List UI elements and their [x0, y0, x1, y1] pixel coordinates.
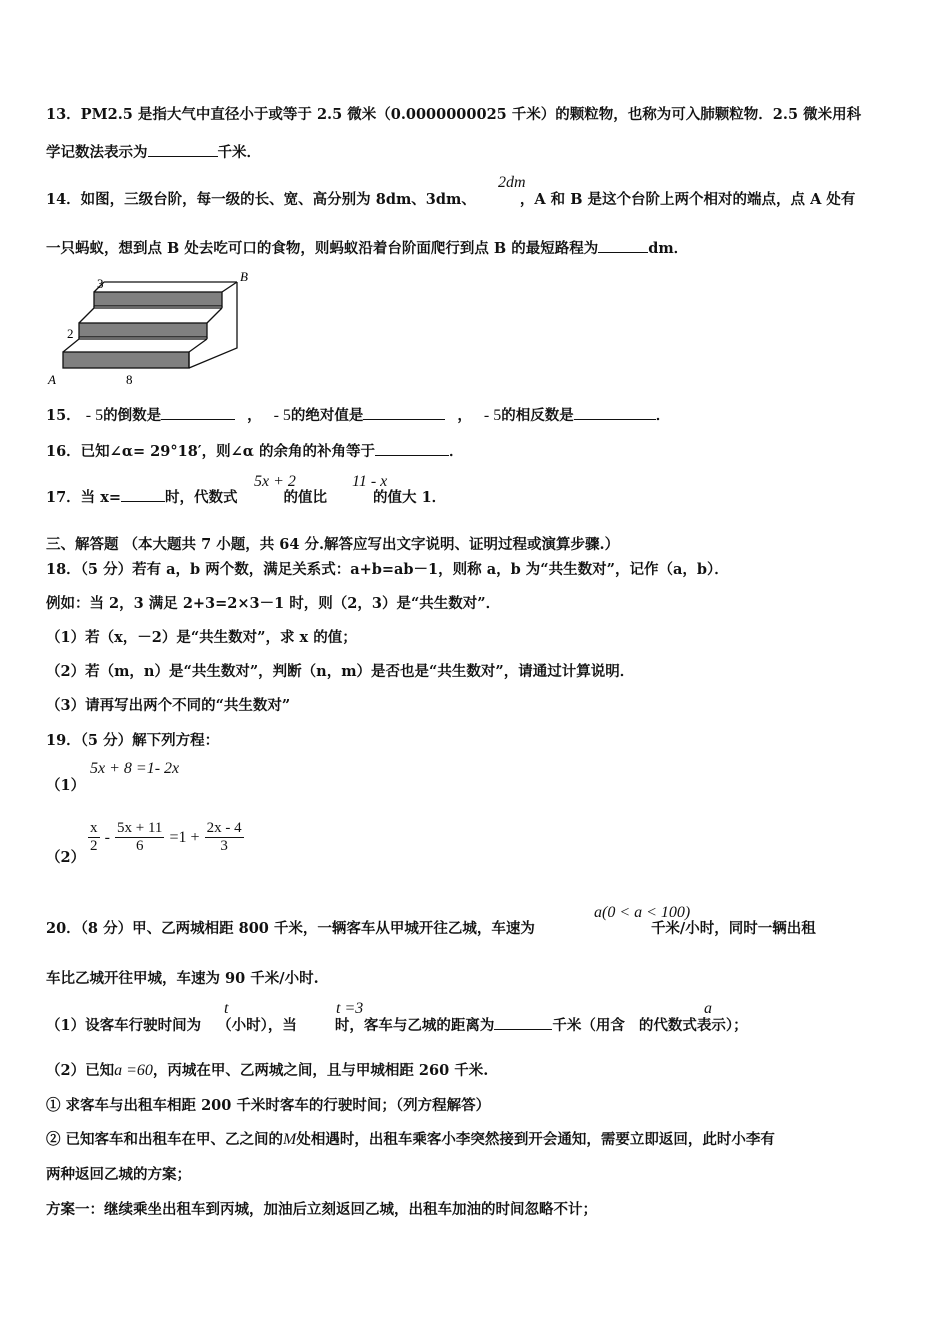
q20-text-a: 20．（8 分）甲、乙两城相距 800 千米，一辆客车从甲城开往乙城，车速为	[46, 920, 535, 937]
q15-value-1: - 5	[85, 407, 104, 424]
q14-text-b: ，A 和 B 是这个台阶上两个相对的端点，点 A 处有	[519, 191, 856, 208]
q18-line-2: 例如：当 2，3 满足 2+3=2×3－1 时，则（2，3）是“共生数对”．	[46, 595, 501, 612]
q19-equation-2	[88, 820, 244, 855]
q18-line-1: 18．（5 分）若有 a，b 两个数，满足关系式：a+b=ab－1，则称 a，b 为“共生数对”，记作（a，b）．	[46, 561, 729, 578]
q20-speed-condition: a(0 < a < 100)	[594, 904, 691, 921]
fraction-5x-plus-11-over-6: $\frac{5x + 11}{6}$	[117, 820, 163, 854]
q17-text-b: 时，代数式	[165, 489, 238, 506]
minus-sign: -	[104, 829, 110, 846]
t-symbol: t	[224, 1000, 229, 1017]
q15-value-2: - 5	[273, 407, 291, 424]
a-equals-60: a =60	[114, 1062, 153, 1079]
q13-text-b: 千米．	[217, 144, 261, 161]
q18-line-5: （3）请再写出两个不同的“共生数对”	[46, 697, 291, 714]
q19-part-1-label: （1）	[46, 777, 86, 794]
point-b-label: B	[240, 269, 248, 284]
q20-line-8: 方案一：继续乘坐出租车到丙城，加油后立刻返回乙城，出租车加油的时间忽略不计；	[46, 1201, 597, 1218]
q20-line-1	[46, 917, 816, 938]
q18-line-4: （2）若（m，n）是“共生数对”，判断（n，m）是否也是“共生数对”，请通过计算说明．	[46, 663, 635, 680]
q15-value-3: - 5	[483, 407, 502, 424]
q13-line1: 13．PM2.5 是指大气中直径小于或等于 2.5 微米（0.0000000025 千米）的颗粒物，也称为可入肺颗粒物．2.5 微米用科	[46, 106, 862, 123]
q20-text-j: ② 已知客车和出租车在甲、乙之间的	[46, 1131, 284, 1148]
q20-text-d: （小时），当	[217, 1017, 297, 1034]
staircase-figure	[44, 268, 264, 390]
fraction-2x-minus-4-over-3: $\frac{2x - 4}{3}$	[206, 820, 242, 854]
q20-line-6	[46, 1128, 775, 1149]
q20-line-3	[46, 1014, 748, 1035]
m-symbol: M	[283, 1131, 297, 1148]
q20-blank	[494, 1015, 552, 1030]
q16-text: 16．已知∠α= 29°18′，则∠α 的余角的补角等于	[46, 443, 375, 460]
q14-text-d: dm．	[648, 240, 689, 257]
q17-line	[46, 486, 446, 507]
q20-line-5: ① 求客车与出租车相距 200 千米时客车的行驶时间；（列方程解答）	[46, 1097, 491, 1114]
q14-text-c: 一只蚂蚁，想到点 B 处去吃可口的食物，则蚂蚁沿着台阶面爬行到点 B 的最短路程为	[46, 240, 599, 257]
q14-line1	[46, 188, 855, 209]
q20-line-4	[46, 1059, 488, 1080]
q17-expr-2: 11 - x	[352, 473, 388, 490]
q20-line-2: 车比乙城开往甲城，车速为 90 千米/小时.	[46, 970, 319, 987]
q14-answer-blank	[598, 238, 648, 253]
q20-line-7: 两种返回乙城的方案；	[46, 1166, 191, 1183]
q15-sep-1: ，	[247, 407, 262, 424]
q17-text-d: 的值大 1．	[373, 489, 447, 506]
q15-line	[46, 404, 670, 425]
q19-equation-1: 5x + 8 =1- 2x	[90, 760, 180, 777]
q15-sep-2: ，	[457, 407, 472, 424]
equals-one-plus: =1 +	[169, 829, 200, 846]
q15-blank-3	[574, 405, 656, 420]
q17-text-a: 17．当 x=	[46, 489, 122, 506]
q16-line	[46, 440, 463, 461]
q20-text-i: ，丙城在甲、乙两城之间，且与甲城相距 260 千米.	[152, 1062, 489, 1079]
q16-end: ．	[448, 443, 464, 460]
q15-blank-1	[161, 405, 235, 420]
q15-end: ．	[655, 407, 671, 424]
figure-label-3: 3	[97, 276, 104, 291]
fraction-x-over-2: $\frac{x}{2}$	[90, 820, 98, 854]
q20-text-b: 千米/小时，同时一辆出租	[650, 920, 816, 937]
q20-text-k: 处相遇时，出租车乘客小李突然接到开会通知，需要立即返回，此时小李有	[296, 1131, 775, 1148]
q15-text-1: 的倒数是	[103, 407, 162, 424]
q19-part-2-label: （2）	[46, 849, 86, 866]
q20-text-e: 时，客车与乙城的距离为	[334, 1017, 495, 1034]
q13-answer-blank	[148, 142, 218, 157]
q15-text-3: 的相反数是	[501, 407, 574, 424]
q13-line2	[46, 141, 261, 162]
point-a-label: A	[48, 372, 56, 387]
q17-blank	[121, 487, 165, 502]
q14-2dm-label: 2dm	[498, 174, 526, 191]
q14-text-a: 14．如图，三级台阶，每一级的长、宽、高分别为 8dm、3dm、	[46, 191, 476, 208]
q14-line2	[46, 237, 688, 258]
figure-label-2: 2	[67, 326, 74, 341]
q15-number: 15．	[46, 407, 81, 424]
q15-text-2: 的绝对值是	[290, 407, 364, 424]
q20-text-g: 的代数式表示）；	[638, 1017, 748, 1034]
q17-text-c: 的值比	[283, 489, 328, 506]
section-3-heading: 三、解答题 （本大题共 7 小题，共 64 分.解答应写出文字说明、证明过程或演算步骤.）	[46, 536, 620, 553]
q18-line-3: （1）若（x，－2）是“共生数对”，求 x 的值；	[46, 629, 357, 646]
q20-text-f: 千米（用含	[552, 1017, 625, 1034]
q20-text-h: （2）已知	[46, 1062, 115, 1079]
q20-text-c: （1）设客车行驶时间为	[46, 1017, 202, 1034]
figure-label-8: 8	[126, 372, 133, 387]
q17-expr-1: 5x + 2	[254, 473, 296, 490]
t-equals-3: t =3	[336, 1000, 364, 1017]
q13-text-a: 学记数法表示为	[46, 144, 148, 161]
a-symbol: a	[704, 1000, 712, 1017]
q15-blank-2	[363, 405, 445, 420]
q19-line-1: 19．（5 分）解下列方程：	[46, 732, 220, 749]
q16-blank	[375, 441, 449, 456]
